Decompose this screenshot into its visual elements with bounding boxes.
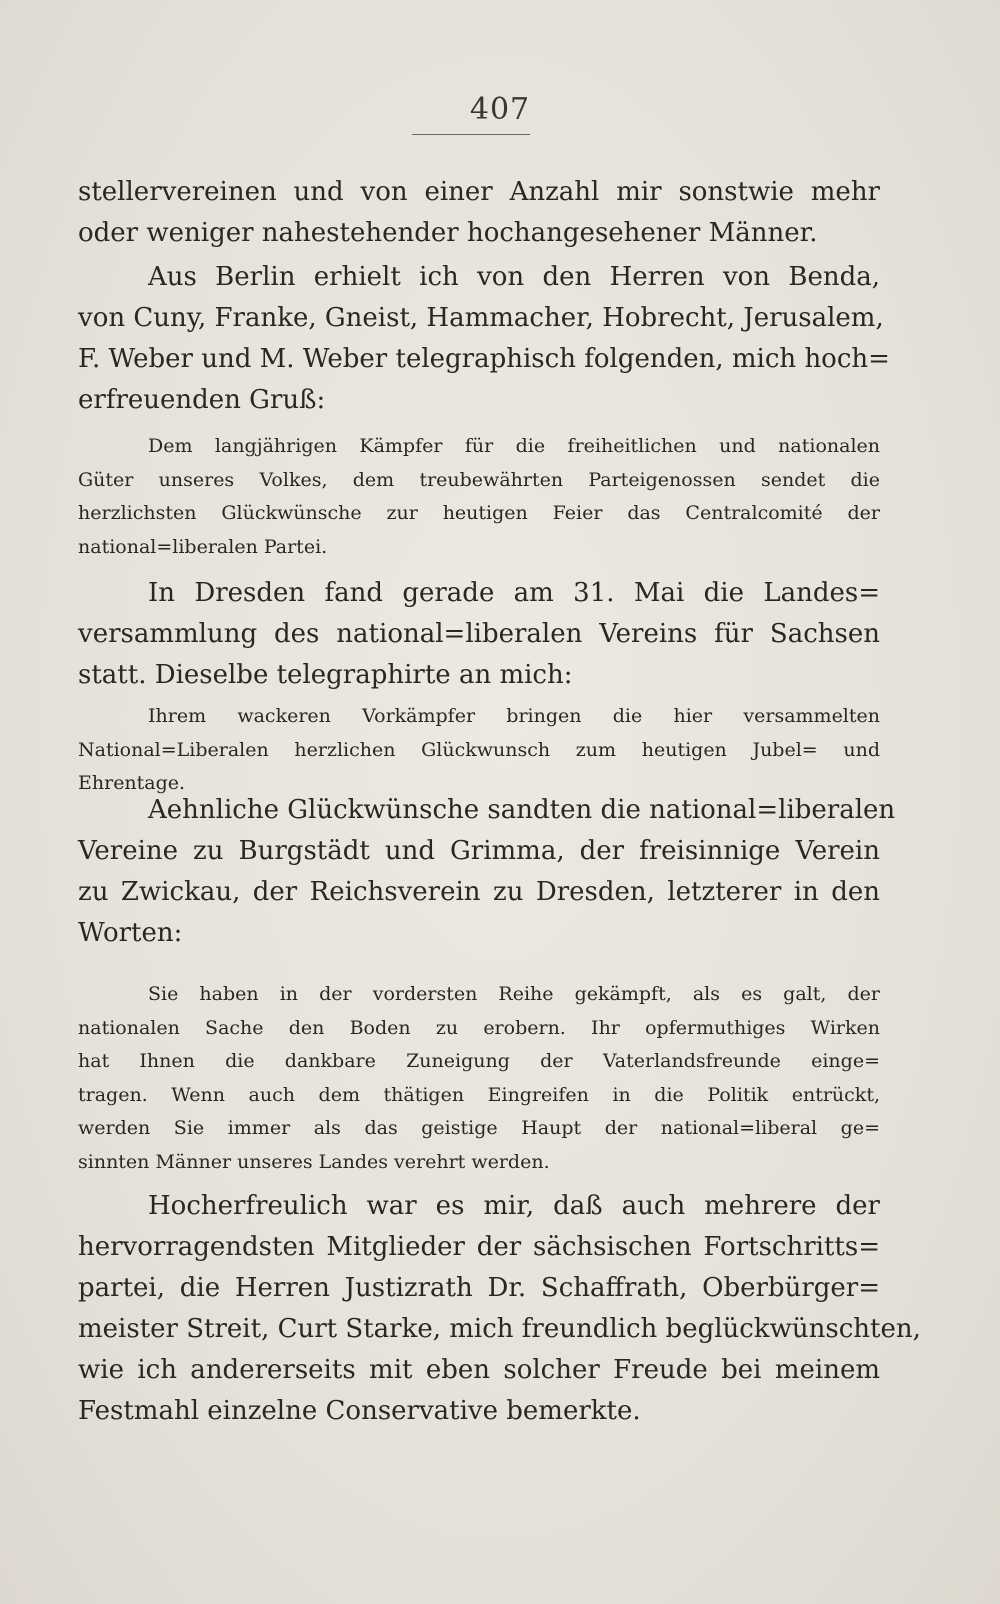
text-line: national=liberalen Partei. [78, 535, 328, 558]
text-line: Hocherfreulich war es mir, daß auch mehrere der [148, 1191, 880, 1221]
text-line: von Cuny, Franke, Gneist, Hammacher, Hobrecht, Jerusalem, [78, 303, 884, 333]
text-line: herzlichsten Glückwünsche zur heutigen Feier das Centralcomité der [78, 502, 880, 524]
text-line: stellervereinen und von einer Anzahl mir sonstwie mehr [78, 177, 880, 207]
text-line: Vereine zu Burgstädt und Grimma, der freisinnige Verein [78, 836, 880, 866]
text-line: versammlung des national=liberalen Vereins für Sachsen [78, 619, 880, 649]
quote-reichsverein [78, 978, 880, 1179]
text-line: hat Ihnen die dankbare Zuneigung der Vaterlandsfreunde einge= [78, 1050, 880, 1072]
text-line: hervorragendsten Mitglieder der sächsischen Fortschritts= [78, 1232, 880, 1262]
text-line: Güter unseres Volkes, dem treubewährten Parteigenossen sendet die [78, 468, 880, 491]
paragraph-3 [78, 573, 880, 696]
text-line: zu Zwickau, der Reichsverein zu Dresden, letzterer in den [78, 877, 880, 907]
text-line: nationalen Sache den Boden zu erobern. Ihr opfermuthiges Wirken [78, 1016, 880, 1039]
text-line: National=Liberalen herzlichen Glückwunsch zum heutigen Jubel= und [78, 738, 880, 761]
header-rule [412, 134, 530, 135]
page-number: 407 [469, 92, 531, 127]
text-line: Sie haben in der vordersten Reihe gekämpft, als es galt, der [148, 983, 880, 1005]
text-line: Dem langjährigen Kämpfer für die freiheitlichen und nationalen [148, 435, 880, 457]
text-line: Worten: [78, 918, 183, 948]
text-line: In Dresden fand gerade am 31. Mai die Landes= [148, 578, 880, 608]
text-line: oder weniger nahestehender hochangesehener Männer. [78, 218, 818, 248]
text-line: F. Weber und M. Weber telegraphisch folgenden, mich hoch= [78, 344, 890, 374]
text-line: Ehrentage. [78, 772, 186, 794]
text-line: erfreuenden Gruß: [78, 385, 326, 415]
text-line: Aehnliche Glückwünsche sandten die national=liberalen [148, 795, 896, 825]
text-line: meister Streit, Curt Starke, mich freundlich beglückwünschten, [78, 1314, 921, 1344]
text-line: Festmahl einzelne Conservative bemerkte. [78, 1396, 641, 1426]
paragraph-4 [78, 790, 896, 954]
text-line: tragen. Wenn auch dem thätigen Eingreifen in die Politik entrückt, [78, 1083, 880, 1106]
quote-central-committee [78, 430, 880, 564]
text-line: statt. Dieselbe telegraphirte an mich: [78, 660, 573, 690]
text-line: Aus Berlin erhielt ich von den Herren von Benda, [148, 262, 880, 292]
text-line: Ihrem wackeren Vorkämpfer bringen die hier versammelten [148, 705, 880, 727]
text-line: wie ich andererseits mit eben solcher Freude bei meinem [78, 1355, 880, 1385]
paragraph-1 [78, 172, 880, 254]
text-line: partei, die Herren Justizrath Dr. Schaffrath, Oberbürger= [78, 1273, 880, 1303]
paragraph-5 [78, 1186, 921, 1432]
text-line: sinnten Männer unseres Landes verehrt werden. [78, 1150, 550, 1173]
quote-dresden-assembly [78, 700, 880, 801]
paragraph-2 [78, 257, 890, 421]
text-line: werden Sie immer als das geistige Haupt der national=liberal ge= [78, 1117, 880, 1139]
